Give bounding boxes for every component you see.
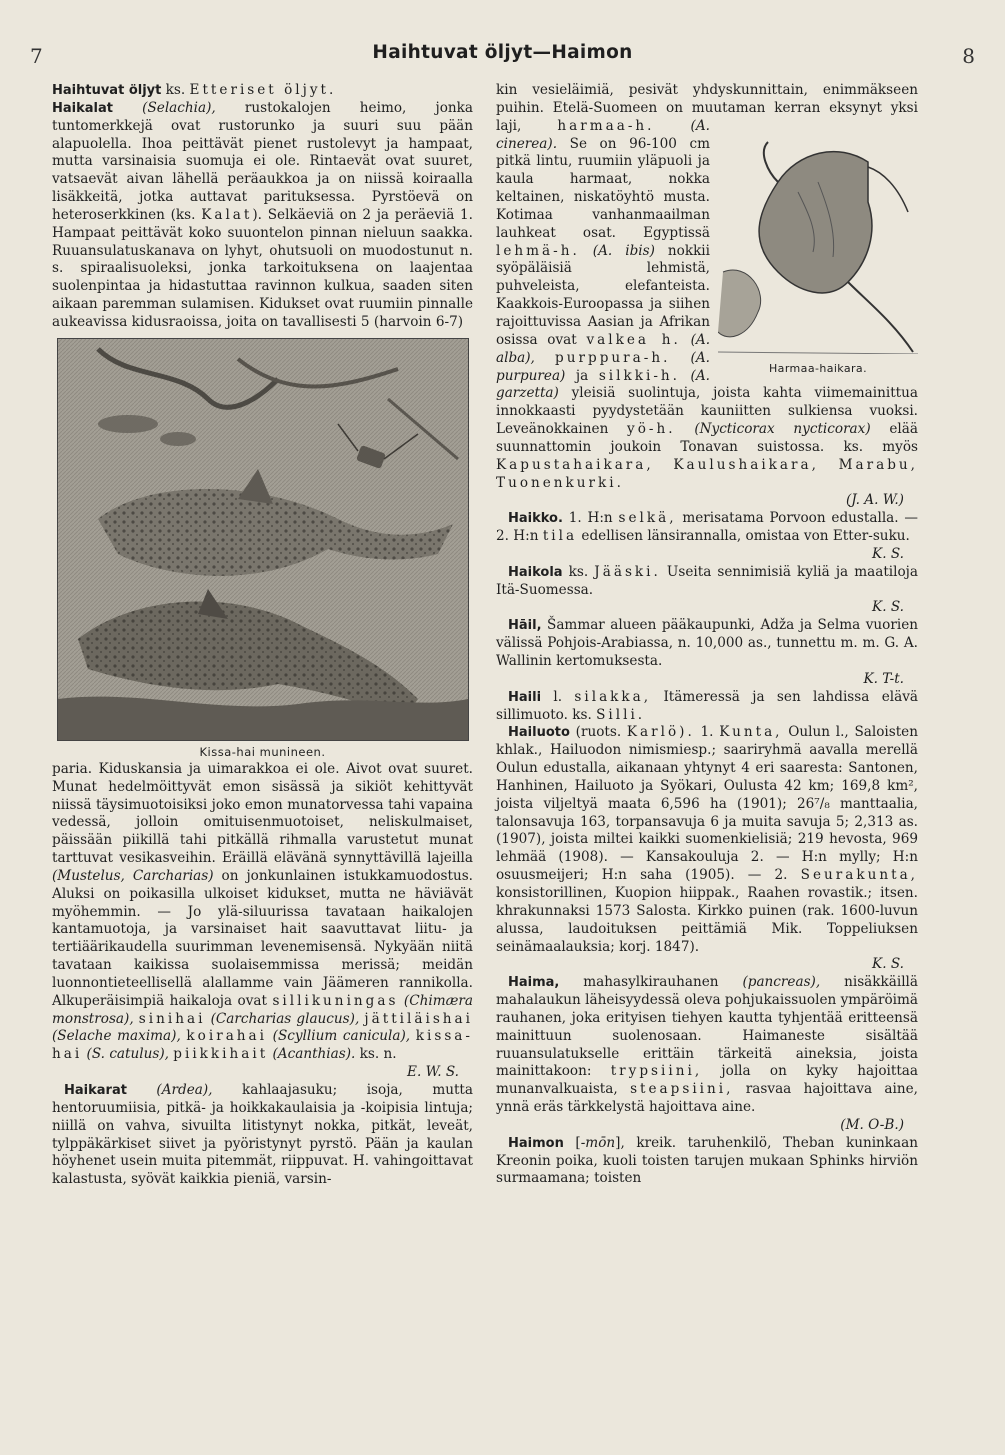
entry-text: paria. Kiduskansia ja uimarakkoa ei ole. Aivot ovat suuret. Munat hedelmöittyvät emon sisässä ja sikiöt kehittyvät niissä täysimuotoisiksi joko emon munatorvessa tahi vapaina vedessä, jolloin omituisenmuotoiset, neliskulmaiset, päissään piikillä tahi pitkällä rihmalla varustetut munat tarttuvat vesikasveihin. Eräillä elävänä synnyttävillä lajeilla (52, 760, 473, 867)
entry-haikko (496, 510, 918, 564)
entry-text: rustokalojen heimo, jonka tuntomerkkejä ovat rustorunko ja suuri suu pään alapuolella. Ihoa peittävät pienet rustolevyt ja hampaat, mutta varsinaisia suomuja ei ole. Rintaevät ovat suuret, vatsaevät aivan lähellä peräaukkoa ja on niissä koiraalla lisäkkeitä, jotka auttavat parituksessa. Pyrstöevä on heteroserkkinen (ks. (52, 99, 474, 223)
entry-haihtuvat-oljyt (52, 82, 473, 100)
right-column (496, 82, 918, 1188)
cross-reference: Kalat (201, 206, 253, 223)
species-name: silakka, (574, 688, 652, 705)
entry-headword: Haikarat (64, 1083, 127, 1098)
entry-haimon (496, 1135, 918, 1189)
place-name: Karlö). (626, 724, 695, 741)
entry-haikarat-continued (496, 82, 918, 510)
author-signature: K. T-t. (863, 670, 904, 687)
latin-name: (A. alba), (496, 331, 711, 366)
entry-text: mahasylkirauhanen (559, 974, 743, 991)
entry-text: nokkii syöpäläisiä lehmistä, puhveleista, elefanteista. Kaakkois-Euroopassa ja siihen rajoittuvissa Aasian ja Afrikan osissa ovat (496, 242, 710, 348)
entry-haikalat-continued (52, 761, 473, 1082)
entry-text: Useita sennimisiä kyliä ja maatiloja Itä-Suomessa. (496, 563, 918, 598)
author-signature: (J. A. W.) (845, 492, 904, 509)
author-signature: K. S. (872, 956, 904, 973)
entry-headword: Haikko. (508, 511, 563, 527)
term: steapsiini, (630, 1081, 734, 1098)
entry-headword: Haikalat (52, 100, 113, 116)
shark-figure (57, 338, 469, 761)
running-title: Haihtuvat öljyt—Haimon (372, 42, 633, 63)
latin-name: (Selache maxima), (52, 1028, 187, 1045)
species-name: piikkihait (173, 1046, 269, 1063)
entry-text: ja (565, 367, 599, 384)
species-name: jättiläishai (364, 1010, 473, 1027)
species-name: purppura-h. (555, 349, 671, 366)
species-name: sillikuningas (272, 992, 399, 1009)
latin-name: (S. catulus), (82, 1046, 174, 1063)
entry-headword: Haili (508, 689, 542, 705)
page-header (30, 40, 975, 70)
species-name: lehmä-h. (496, 242, 580, 259)
entry-text: ks. n. (355, 1046, 397, 1063)
entry-text: l. (541, 688, 575, 705)
latin-name: (A. purpurea) (496, 349, 710, 384)
entry-headword: Haihtuvat öljyt (52, 83, 162, 98)
heron-drawing (718, 122, 918, 354)
latin-name: (A. cinerea). (496, 117, 710, 152)
entry-headword: Haimon (508, 1135, 564, 1151)
author-signature: (M. O-B.) (840, 1116, 904, 1133)
latin-name: (Ardea), (156, 1082, 213, 1098)
entry-text: ], kreik. taruhenkilö, Theban kuninkaan Kreonin poika, kuoli toisten tarujen mukaan Sphinks hirviön surmaamana; toisten (496, 1134, 919, 1187)
latin-name: (Mustelus, Carcharias) (52, 867, 214, 884)
cross-reference: Kapustahaikara, Kaulushaikara, Marabu, Tuonenkurki. (496, 456, 918, 491)
entry-text: 1. (694, 724, 720, 741)
pronunciation: -mōn (580, 1134, 616, 1151)
latin-name: (Acanthias). (268, 1046, 356, 1063)
entry-haili (496, 689, 918, 725)
latin-name: (Carcharias glaucus), (205, 1010, 365, 1027)
entry-text: nisäkkäillä mahalaukun läheisyydessä oleva pohjukaissuolen ympäröimä rauhanen, joka erityisen tiehyen kautta tyhjentää eritteensä mainittuun suolenosaan. Haimaneste sisältää ruuansulatukselle erittäin tärkeitä aineksia, joista mainittakoon: (496, 974, 919, 1080)
figure-caption: Harmaa-haikara. (769, 361, 867, 375)
latin-name: (pancreas), (742, 974, 821, 991)
entry-text: rasvaa hajoittava aine, ynnä eräs tärkkelystä hajoittava aine. (496, 1081, 918, 1116)
species-name: yö-h. (627, 421, 676, 438)
entry-headword: Haima, (508, 975, 560, 991)
entry-text: 1. H:n (562, 510, 619, 527)
shark-drawing (58, 339, 468, 740)
heron-figure (718, 122, 918, 375)
entry-hailuoto (496, 724, 918, 974)
place-name: selkä, (618, 510, 677, 527)
species-name: koirahai (186, 1028, 268, 1045)
entry-text: kin vesieläimiä, pesivät yhdyskunnittain, enimmäkseen puihin. Etelä-Suomeen on muutaman kerran eksynyt yksi laji, (496, 82, 918, 134)
entry-text: yleisiä suolintuja, joista kahta viimemainittua innokkaasti pyydystetään kauniitten sulkiensa vuoksi. Leveänokkainen (496, 385, 918, 438)
entry-text: konsistorillinen, Kuopion hiippak., Raahen rovastik.; itsen. khrakunnaksi 1573 Salosta. Kirkko puinen (rak. 1600-luvun alussa, laudoituksen peittämiä Mik. Toppeliuksen seinämaalauksia; korj. 1847). (496, 884, 918, 955)
entry-text: Oulun l., Saloisten khlak., Hailuodon nimismiesp.; saariryhmä aavalla merellä Oulun edustalla, aikanaan yhtynyt 4 eri saaresta: Santonen, Hanhinen, Hailuoto ja Syökari, Oulusta 42 km; 169,8 km², joista viljeltyä maata 6,596 ha (1901); 26⁷/₈ manttaalia, talonsavuja 163, torpansavuja 6 ja muita savuja 5; 2,313 as. (1907), joista miltei kaikki suomenkielisiä; 219 hevosta, 969 lehmää (1908). — Kansakouluja 2. — H:n mylly; H:n osuusmeijeri; H:n saha (1905). — 2. (496, 724, 918, 884)
latin-name: (Nycticorax nycticorax) (675, 421, 871, 438)
species-name: harmaa-h. (557, 117, 655, 134)
shark-illustration (57, 338, 469, 741)
entry-haikalat (52, 100, 473, 332)
entry-hail (496, 617, 918, 688)
latin-name: (A. garzetta) (496, 367, 711, 402)
latin-name: (Selachia), (142, 99, 216, 116)
species-name: silkki-h. (598, 367, 680, 384)
species-name: kissa-hai (52, 1028, 474, 1063)
entry-headword: Hailuoto (508, 725, 570, 741)
place-name: tila (542, 528, 578, 545)
entry-text: kahlaajasuku; isoja, mutta hentoruumiisia, pitkä- ja hoikkakaulaisia ja -koipisia lintuja; niillä on vahva, sivuilta litistynyt nokka, pitkät, leveät, tylppäkärkiset siivet ja pyöristynyt pyrstö. Pään ja kaulan höyhenet usein muita pitemmät, riippuvat. H. vahingoittavat kalastusta, syövät kaikkia pieniä, varsin- (52, 1082, 473, 1188)
entry-haima (496, 974, 918, 1135)
entry-text: Šammar alueen pääkaupunki, Adža ja Selma vuorien välissä Pohjois-Arabiassa, n. 10,000 as., tunnettu m. m. G. A. Wallinin kertomuksesta. (496, 617, 918, 669)
entry-headword: Hāil, (508, 618, 542, 634)
page-number-right: 8 (962, 44, 975, 68)
cross-reference: Etteriset öljyt. (189, 82, 337, 98)
cross-reference: Jääski. (594, 563, 661, 580)
figure-caption: Kissa-hai munineen. (199, 744, 326, 759)
entry-text: jolla on kyky hajoittaa munanvalkuaista, (496, 1063, 918, 1098)
entry-text: ). Selkäeviä on 2 ja peräeviä 1. Hampaat peittävät koko suuontelon pinnan nieluun saakka. Ruuansulatuskanava on lyhyt, ohutsuoli on muodostunut n. s. spiraalisuoleksi, jonka tarkoituksena on laajentaa suolenpintaa ja hidastuttaa ravinnon kulkua, saaden siten aikaan paremman sulamisen. Kidukset ovat ruumiin pinnalle aukeavissa kidusraoissa, joita on tavallisesti 5 (harvoin 6-7) (52, 206, 473, 330)
latin-name: (Scyllium canicula), (267, 1028, 416, 1045)
left-column (52, 82, 473, 1189)
author-signature: E. W. S. (407, 1064, 459, 1081)
entry-text: (ruots. (569, 724, 627, 741)
latin-name: (A. ibis) (579, 242, 655, 259)
species-name: valkea h. (586, 331, 681, 348)
entry-text: ks. (562, 563, 595, 580)
entry-text: merisatama Porvoon edustalla. — 2. H:n (496, 510, 918, 545)
latin-name: (Chimæra monstrosa), (52, 992, 473, 1027)
species-name: sinihai (138, 1010, 206, 1027)
entry-headword: Haikola (508, 564, 563, 580)
entry-text: [ (563, 1134, 581, 1151)
author-signature: K. S. (872, 599, 904, 616)
cross-reference: Silli. (596, 706, 646, 723)
entry-text: edellisen länsirannalla, omistaa von Etter-suku. (577, 528, 910, 545)
entry-text: ks. (161, 82, 190, 98)
page-number-left: 7 (30, 44, 43, 68)
entry-text: elää suunnattomin joukoin Tonavan suistossa. ks. myös (496, 421, 918, 455)
entry-haikola (496, 564, 918, 618)
entry-haikarat (52, 1082, 473, 1189)
entry-text: on jonkunlainen istukkamuodostus. Aluksi on poikasilla ulkoiset kidukset, mutta ne häviävät myöhemmin. — Jo ylä-siluurissa tavataan haikalojen kantamuotoja, ja varsinaiset hait saavuttavat liitu- ja tertiäärikaudella suurimman levenemisensä. Nykyään niitä tavataan kaikissa suolaisemmissa merissä; meidän luonnontieteellisellä alallamme vain Jäämeren rannikolla. Alkuperäisimpiä haikaloja ovat (52, 867, 473, 1009)
entry-text: Se on 96-100 cm pitkä lintu, ruumiin yläpuoli ja kaula harmaat, nokka keltainen, niskatöyhtö musta. Kotimaa vanhanmaailman lauhkeat osat. Egyptissä (496, 135, 710, 241)
section-label: Seurakunta, (800, 867, 918, 884)
term: trypsiini, (610, 1063, 703, 1080)
section-label: Kunta, (719, 724, 783, 741)
entry-text: Itämeressä ja sen lahdissa elävä sillimuoto. ks. (496, 688, 918, 723)
author-signature: K. S. (872, 545, 904, 562)
